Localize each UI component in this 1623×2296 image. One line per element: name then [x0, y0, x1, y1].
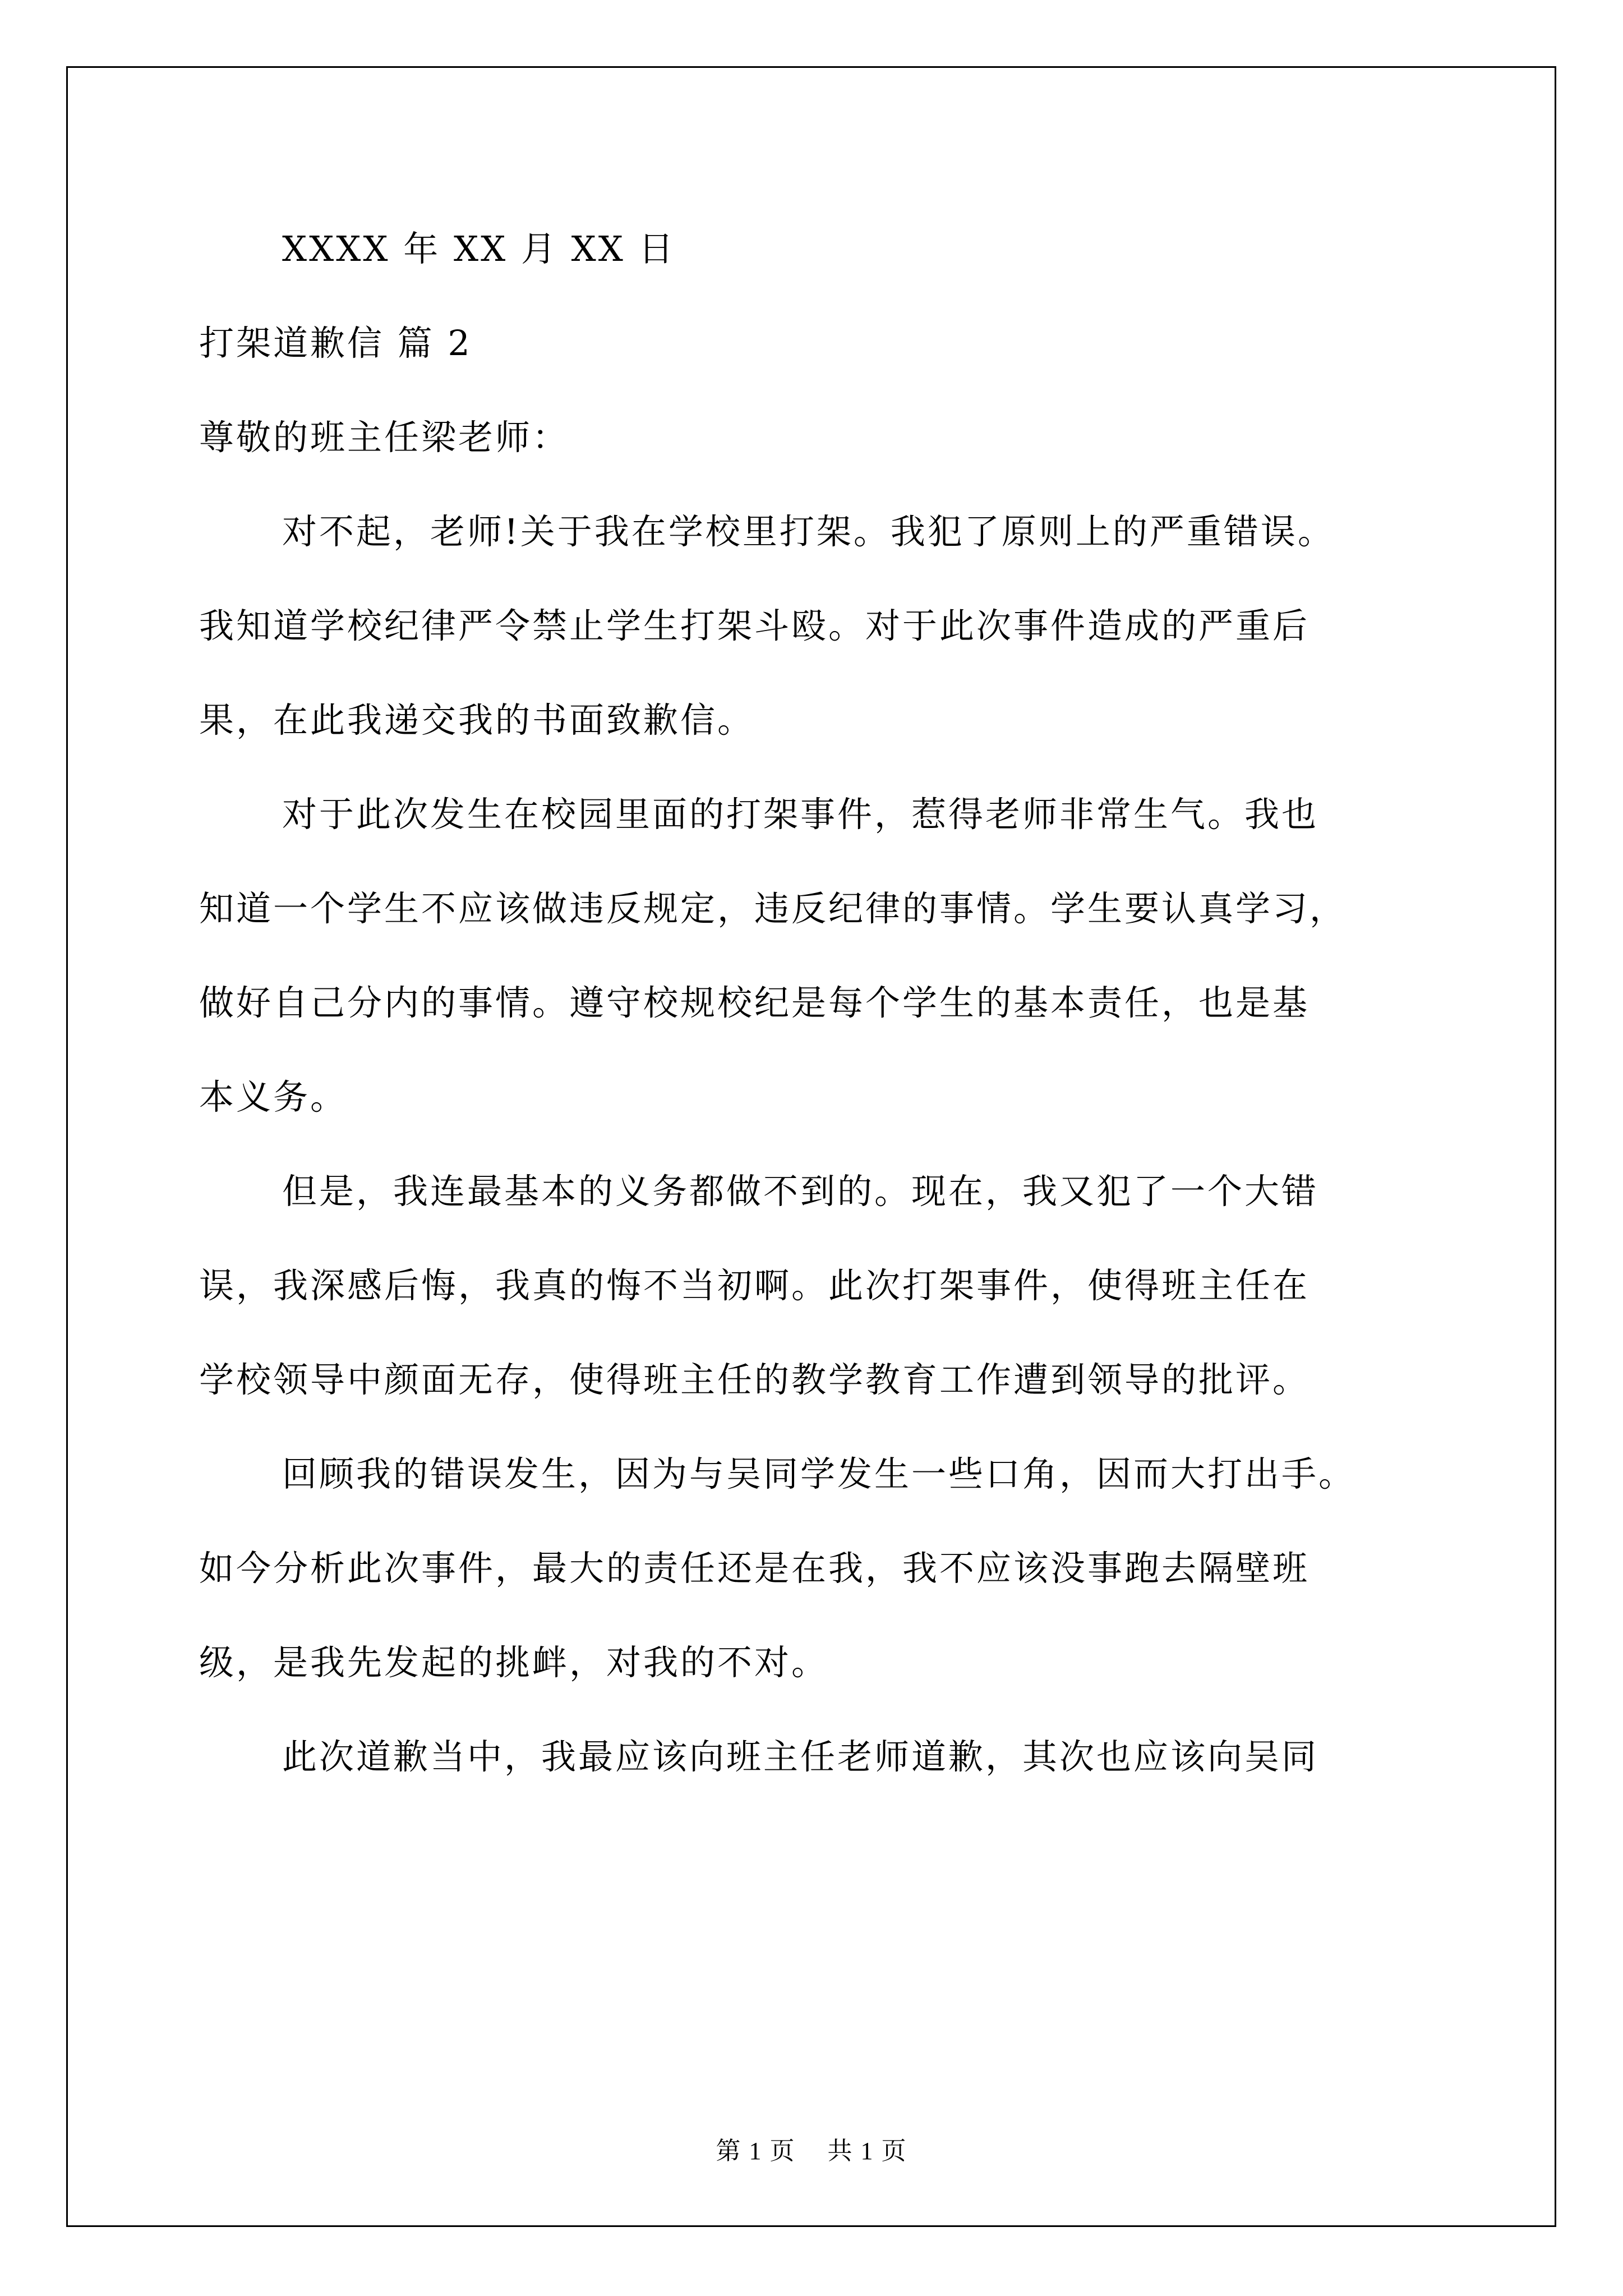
paragraph-line: 此次道歉当中，我最应该向班主任老师道歉，其次也应该向吴同	[282, 1736, 1319, 1777]
paragraph-2	[199, 767, 1433, 1144]
salutation: 尊敬的班主任梁老师：	[199, 417, 570, 458]
paragraph-line: 我知道学校纪律严令禁止学生打架斗殴。对于此次事件造成的严重后	[199, 605, 1310, 646]
paragraph-line: 知道一个学生不应该做违反规定，违反纪律的事情。学生要认真学习，	[199, 888, 1347, 929]
page-number: 第 1 页	[716, 2137, 796, 2165]
page-footer	[0, 2131, 1623, 2166]
paragraph-line: 本义务。	[199, 1076, 348, 1117]
paragraph-line: 如今分析此次事件，最大的责任还是在我，我不应该没事跑去隔壁班	[199, 1548, 1310, 1589]
paragraph-line: 级，是我先发起的挑衅，对我的不对。	[199, 1642, 829, 1683]
paragraph-4	[199, 1427, 1433, 1710]
paragraph-line: 对不起，老师!关于我在学校里打架。我犯了原则上的严重错误。	[282, 511, 1335, 552]
paragraph-3	[199, 1144, 1433, 1427]
document-body	[199, 202, 1433, 1804]
paragraph-line: 但是，我连最基本的义务都做不到的。现在，我又犯了一个大错	[282, 1171, 1319, 1212]
section-title: 打架道歉信 篇 2	[199, 323, 472, 364]
paragraph-5	[199, 1710, 1433, 1804]
paragraph-line: 回顾我的错误发生，因为与吴同学发生一些口角，因而大打出手。	[282, 1453, 1356, 1494]
paragraph-line: 对于此次发生在校园里面的打架事件，惹得老师非常生气。我也	[282, 794, 1319, 835]
date-line: XXXX 年 XX 月 XX 日	[282, 228, 676, 269]
paragraph-line: 学校领导中颜面无存，使得班主任的教学教育工作遭到领导的批评。	[199, 1359, 1310, 1400]
paragraph-1	[199, 485, 1433, 767]
paragraph-line: 做好自己分内的事情。遵守校规校纪是每个学生的基本责任，也是基	[199, 982, 1310, 1023]
page-total: 共 1 页	[827, 2137, 907, 2165]
paragraph-line: 果，在此我递交我的书面致歉信。	[199, 700, 755, 740]
paragraph-line: 误，我深感后悔，我真的悔不当初啊。此次打架事件，使得班主任在	[199, 1265, 1310, 1306]
